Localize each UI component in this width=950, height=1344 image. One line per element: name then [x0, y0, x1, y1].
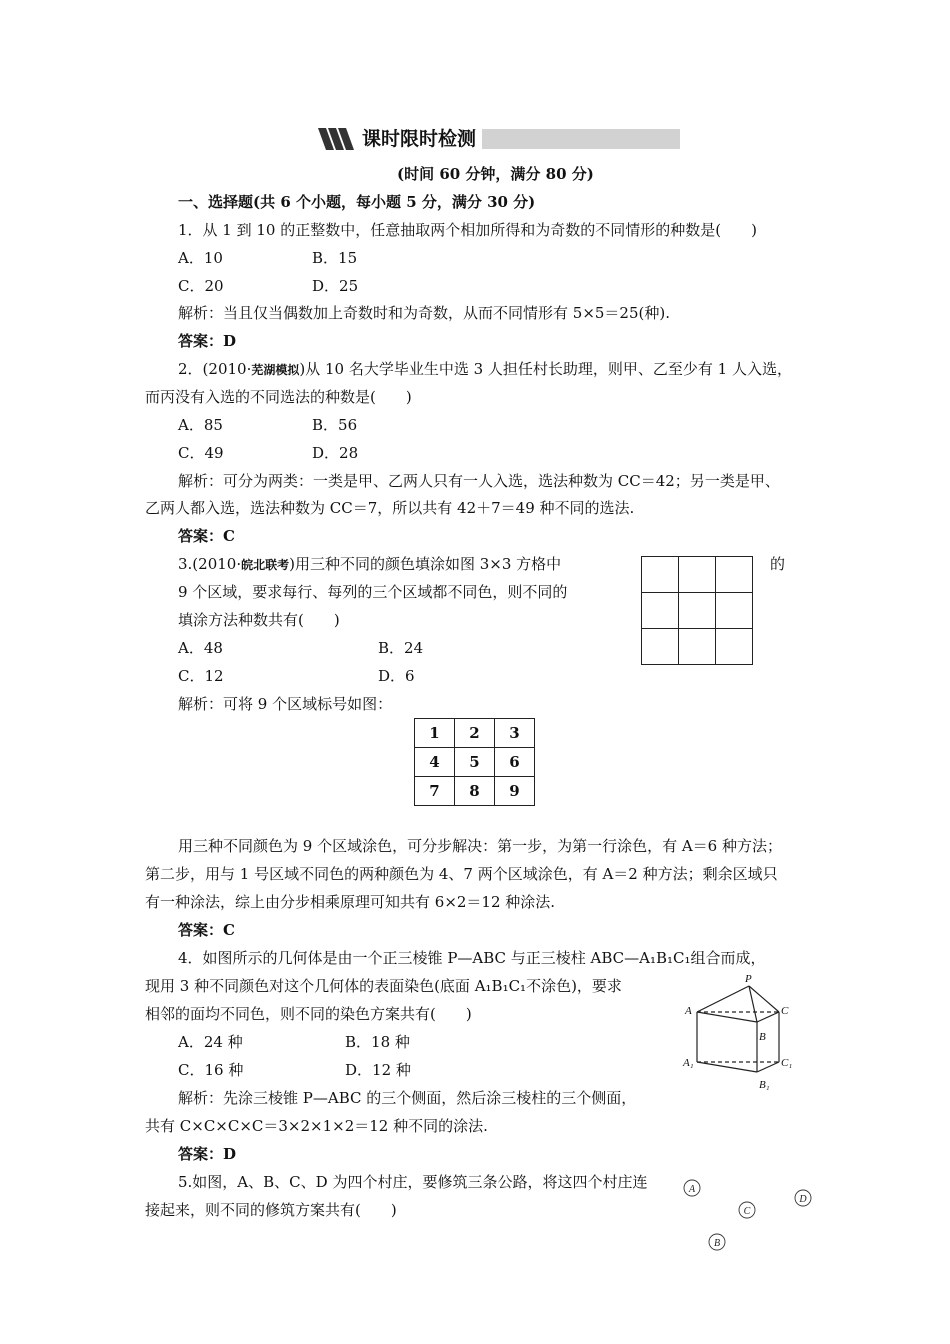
q2-source: 芜湖模拟 — [251, 363, 300, 377]
vertex-label-c1: C₁ — [781, 1057, 793, 1069]
q4-option-a: A．24 种 — [178, 1033, 243, 1051]
q3-line1 — [178, 553, 561, 576]
village-label-b: B — [713, 1238, 721, 1249]
section-title: 一、选择题(共 6 个小题，每小题 5 分，满分 30 分) — [178, 193, 536, 211]
q3-line3: 填涂方法种数共有( ) — [178, 611, 340, 629]
village-label-c: C — [743, 1206, 751, 1217]
q4-line1: 4．如图所示的几何体是由一个正三棱锥 P—ABC 与正三棱柱 ABC—A₁B₁C₁组合而成， — [178, 949, 766, 967]
q4-answer: 答案：D — [178, 1145, 237, 1163]
q3-option-a: A．48 — [178, 639, 223, 657]
q1-option-c: C．20 — [178, 277, 224, 295]
q3-analysis-1: 用三种不同颜色为 9 个区域涂色，可分步解决：第一步，为第一行涂色，有 A＝6 种方法； — [178, 837, 782, 855]
vertex-label-a1: A₁ — [683, 1057, 694, 1069]
grid-cell: 3 — [495, 719, 535, 748]
q1-analysis: 解析：当且仅当偶数加上奇数时和为奇数，从而不同情形有 5×5＝25(种). — [178, 304, 670, 322]
q3-number-grid — [414, 718, 535, 806]
q2-line2: 而丙没有入选的不同选法的种数是( ) — [145, 388, 412, 406]
grid-cell: 4 — [415, 748, 455, 777]
q2-option-b: B．56 — [312, 416, 358, 434]
q3-line1-end: 的 — [770, 555, 786, 573]
stripes-icon — [316, 126, 360, 152]
q1-option-d: D．25 — [312, 277, 359, 295]
q3-answer: 答案：C — [178, 921, 235, 939]
banner-bar — [456, 129, 680, 149]
grid-cell: 6 — [495, 748, 535, 777]
q3-analysis-intro: 解析：可将 9 个区域标号如图： — [178, 695, 393, 713]
q2-option-c: C．49 — [178, 444, 224, 462]
q3-analysis-3: 有一种涂法，综上由分步相乘原理可知共有 6×2＝12 种涂法. — [145, 893, 556, 911]
q2-answer: 答案：C — [178, 527, 235, 545]
q1-answer: 答案：D — [178, 332, 237, 350]
time-limit: (时间 60 分钟，满分 80 分) — [397, 165, 594, 183]
vertex-label-a: A — [685, 1005, 692, 1017]
q4-line3: 相邻的面均不同色，则不同的染色方案共有( ) — [145, 1005, 472, 1023]
page-title: 课时限时检测 — [356, 126, 482, 152]
q3-option-b: B．24 — [378, 639, 424, 657]
q1-option-a: A．10 — [178, 249, 223, 267]
q3-option-d: D．6 — [378, 667, 415, 685]
q4-option-c: C．16 种 — [178, 1061, 244, 1079]
q3-option-c: C．12 — [178, 667, 224, 685]
grid-cell: 2 — [455, 719, 495, 748]
grid-cell: 5 — [455, 748, 495, 777]
header-banner — [316, 126, 680, 152]
grid-cell: 1 — [415, 719, 455, 748]
vertex-label-c: C — [781, 1005, 789, 1017]
q5-village-figure — [675, 1175, 825, 1260]
q2-number: 2．(2010· — [178, 360, 252, 378]
vertex-label-b: B — [759, 1031, 766, 1043]
q3-source: 皖北联考 — [241, 558, 290, 572]
q1-stem: 1．从 1 到 10 的正整数中，任意抽取两个相加所得和为奇数的不同情形的种数是( ) — [178, 221, 757, 239]
q2-line1-text: )从 10 名大学毕业生中选 3 人担任村长助理，则甲、乙至少有 1 人入选， — [299, 360, 792, 378]
q2-line1 — [178, 358, 792, 381]
q4-option-d: D．12 种 — [345, 1061, 411, 1079]
grid-cell: 9 — [495, 777, 535, 806]
q4-analysis-1: 解析：先涂三棱锥 P—ABC 的三个侧面，然后涂三棱柱的三个侧面， — [178, 1089, 637, 1107]
q3-number: 3.(2010· — [178, 555, 242, 573]
grid-cell: 8 — [455, 777, 495, 806]
q3-empty-grid — [641, 556, 753, 665]
q4-solid-figure — [675, 970, 805, 1100]
vertex-label-p: P — [745, 973, 752, 985]
q4-line2: 现用 3 种不同颜色对这个几何体的表面染色(底面 A₁B₁C₁不涂色)，要求 — [145, 977, 622, 995]
village-label-a: A — [688, 1184, 696, 1195]
q3-line1-text: )用三种不同的颜色填涂如图 3×3 方格中 — [289, 555, 562, 573]
village-label-d: D — [799, 1194, 807, 1205]
q4-option-b: B．18 种 — [345, 1033, 410, 1051]
q3-line2: 9 个区域，要求每行、每列的三个区域都不同色，则不同的 — [178, 583, 568, 601]
q5-line2: 接起来，则不同的修筑方案共有( ) — [145, 1201, 397, 1219]
q2-analysis-2: 乙两人都入选，选法种数为 CC＝7，所以共有 42＋7＝49 种不同的选法. — [145, 499, 635, 517]
q2-option-d: D．28 — [312, 444, 359, 462]
q4-analysis-2: 共有 C×C×C×C＝3×2×1×2＝12 种不同的涂法. — [145, 1117, 488, 1135]
q2-option-a: A．85 — [178, 416, 223, 434]
q5-line1: 5.如图，A、B、C、D 为四个村庄，要修筑三条公路，将这四个村庄连 — [178, 1173, 648, 1191]
q2-analysis-1: 解析：可分为两类：一类是甲、乙两人只有一人入选，选法种数为 CC＝42；另一类是甲、 — [178, 472, 780, 490]
q3-analysis-2: 第二步，用与 1 号区域不同色的两种颜色为 4、7 两个区域涂色，有 A＝2 种方法；剩余区域只 — [145, 865, 778, 883]
vertex-label-b1: B₁ — [759, 1079, 770, 1091]
grid-cell: 7 — [415, 777, 455, 806]
q1-option-b: B．15 — [312, 249, 358, 267]
